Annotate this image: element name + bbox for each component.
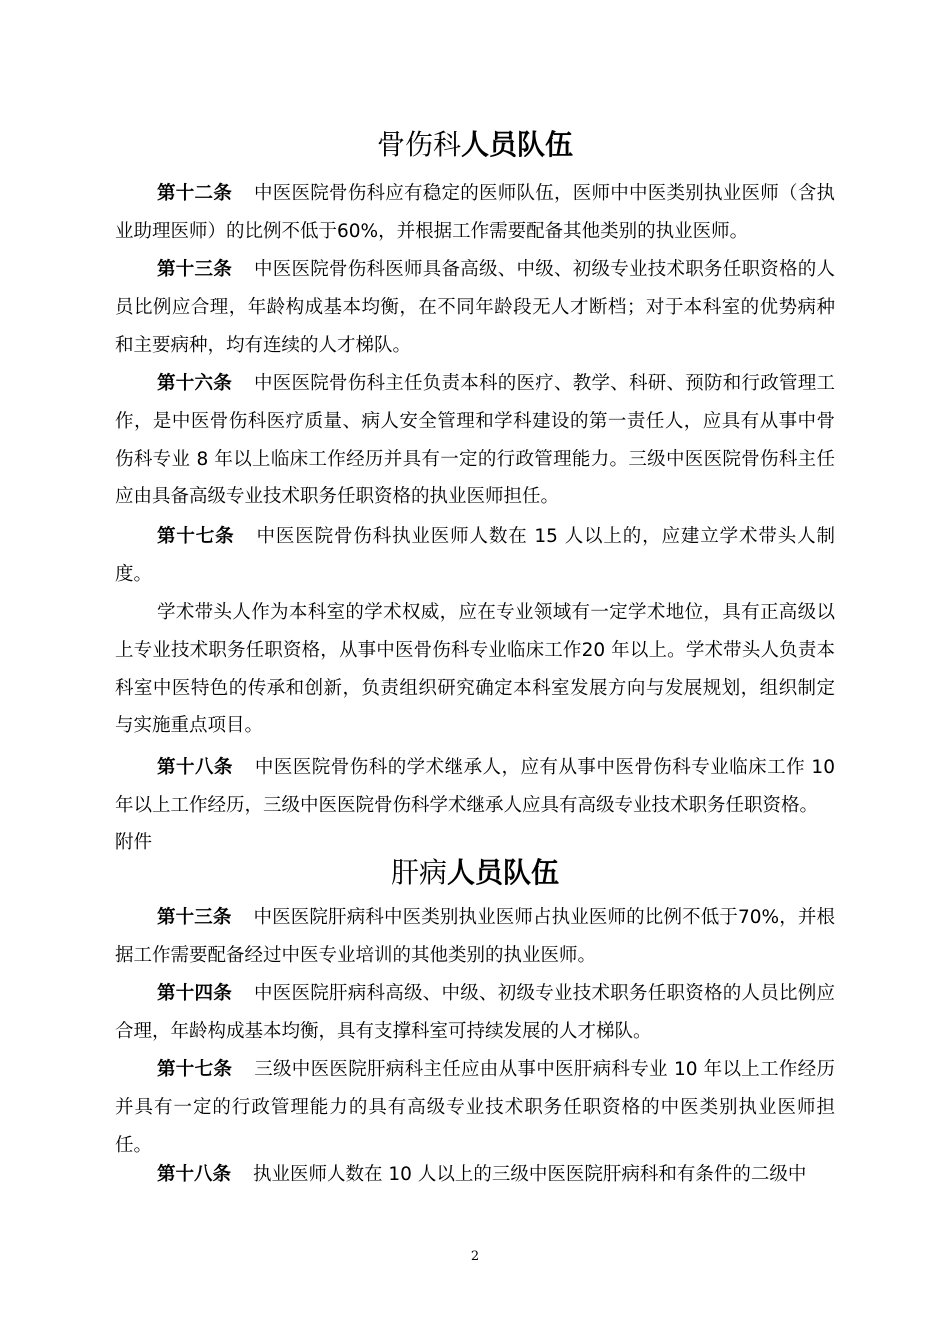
section-title-dept: 骨伤科 — [376, 128, 461, 161]
article-number: 第十三条 — [157, 259, 232, 280]
section-title-liver — [0, 855, 950, 891]
article-number: 第十六条 — [157, 373, 232, 394]
article-number: 第十八条 — [157, 1164, 232, 1185]
paragraph-academic-leader — [115, 594, 835, 745]
paragraph-article-13 — [115, 251, 835, 364]
article-text: 中医医院骨伤科医师具备高级、中级、初级专业技术职务任职资格的人员比例应合理，年龄构成基本均衡，在不同年龄段无人才断档；对于本科室的优势病种和主要病种，均有连续的人才梯队。 — [115, 259, 835, 356]
article-text: 学术带头人作为本科室的学术权威，应在专业领域有一定学术地位，具有正高级以上专业技术职务任职资格，从事中医骨伤科专业临床工作20 年以上。学术带头人负责本科室中医特色的传承和创新，负责组织研究确定本科室发展方向与发展规划，组织制定与实施重点项目。 — [115, 602, 835, 737]
section-title-dept: 肝病 — [390, 856, 447, 889]
article-text: 中医医院肝病科中医类别执业医师占执业医师的比例不低于70%，并根据工作需要配备经过中医专业培训的其他类别的执业医师。 — [115, 907, 835, 966]
article-number: 第十八条 — [157, 757, 233, 778]
article-number: 第十三条 — [157, 907, 232, 928]
section-title-topic: 人员队伍 — [447, 856, 560, 889]
section-title-topic: 人员队伍 — [461, 128, 574, 161]
paragraph-liver-article-18 — [115, 1156, 835, 1194]
article-text: 中医医院骨伤科的学术继承人，应有从事中医骨伤科专业临床工作 10 年以上工作经历，三级中医医院骨伤科学术继承人应具有高级专业技术职务任职资格。 — [115, 757, 835, 816]
article-text: 中医医院骨伤科主任负责本科的医疗、教学、科研、预防和行政管理工作，是中医骨伤科医疗质量、病人安全管理和学科建设的第一责任人，应具有从事中骨伤科专业 8 年以上临床工作经历并具有一定的行政管理能力。三级中医医院骨伤科主任应由具备高级专业技术职务任职资格的执业医师担任。 — [115, 373, 835, 508]
paragraph-article-17 — [115, 518, 835, 594]
article-number: 第十二条 — [157, 183, 232, 204]
article-number: 第十四条 — [157, 983, 232, 1004]
article-text: 中医医院骨伤科应有稳定的医师队伍，医师中中医类别执业医师（含执业助理医师）的比例不低于60%，并根据工作需要配备其他类别的执业医师。 — [115, 183, 835, 242]
paragraph-article-18 — [115, 749, 835, 825]
article-text: 执业医师人数在 10 人以上的三级中医医院肝病科和有条件的二级中 — [253, 1164, 807, 1185]
paragraph-article-16 — [115, 365, 835, 516]
article-text: 三级中医医院肝病科主任应由从事中医肝病科专业 10 年以上工作经历并具有一定的行政管理能力的具有高级专业技术职务任职资格的中医类别执业医师担任。 — [115, 1059, 835, 1156]
attachment-label: 附件 — [115, 832, 153, 853]
article-number: 第十七条 — [157, 1059, 233, 1080]
article-text: 中医医院骨伤科执业医师人数在 15 人以上的，应建立学术带头人制度。 — [115, 526, 835, 585]
paragraph-liver-article-13 — [115, 899, 835, 975]
paragraph-liver-article-17 — [115, 1051, 835, 1164]
paragraph-liver-article-14 — [115, 975, 835, 1051]
article-text: 中医医院肝病科高级、中级、初级专业技术职务任职资格的人员比例应合理，年龄构成基本均衡，具有支撑科室可持续发展的人才梯队。 — [115, 983, 835, 1042]
paragraph-article-12 — [115, 175, 835, 251]
article-number: 第十七条 — [157, 526, 235, 547]
section-title-orthopedics — [0, 127, 950, 163]
page-number: 2 — [470, 1249, 480, 1264]
